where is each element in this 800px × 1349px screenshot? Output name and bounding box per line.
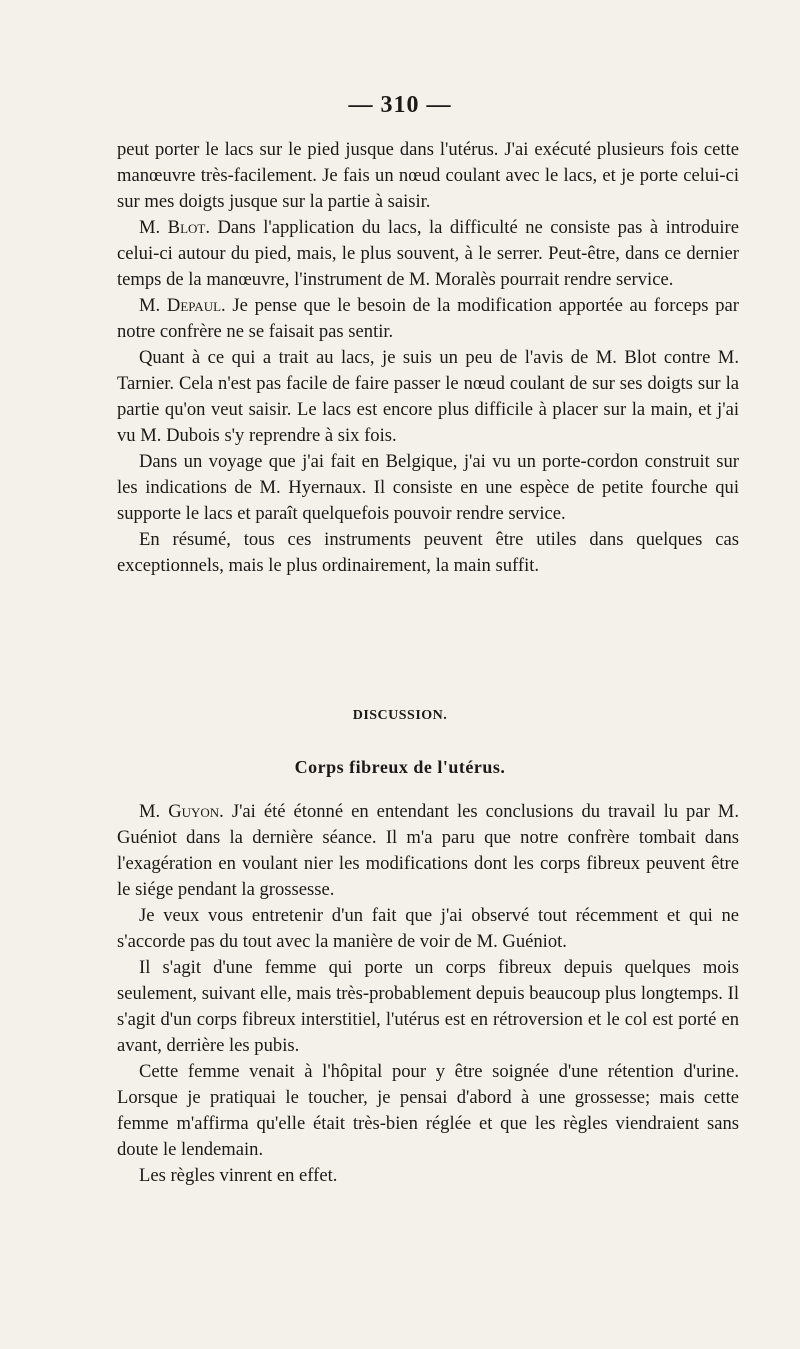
paragraph: En résumé, tous ces instruments peuvent être utiles dans quelques cas exceptionnels, mais le plus ordinairement, la main suffit.	[117, 529, 739, 576]
paragraph: Il s'agit d'une femme qui porte un corps fibreux depuis quelques mois seulement, suivant elle, mais très-probablement depuis beaucoup plus longtemps. Il s'agit d'un corps fibreux interstitiel, l'utérus est en rétroversion et le col est porté en avant, derrière les pubis.	[117, 957, 739, 1056]
paragraph: peut porter le lacs sur le pied jusque dans l'utérus. J'ai exécuté plusieurs fois cette manœuvre très-facilement. Je fais un nœud coulant avec le lacs, et je porte celui-ci sur mes doigts jusque sur la partie à saisir.	[117, 139, 739, 212]
speaker-name: M. Depaul.	[139, 295, 226, 316]
paragraph: Quant à ce qui a trait au lacs, je suis un peu de l'avis de M. Blot contre M. Tarnier. Cela n'est pas facile de faire passer le nœud coulant de sur ses doigts sur la partie qu'on veut saisir. Le lacs est encore plus difficile à placer sur la main, et j'ai vu M. Dubois s'y reprendre à six fois.	[117, 347, 739, 446]
paragraph	[117, 293, 739, 345]
speaker-name: M. Guyon.	[139, 801, 224, 822]
text-block-bottom	[117, 799, 739, 1189]
paragraph	[117, 215, 739, 293]
page-number: — 310 —	[348, 92, 452, 118]
paragraph	[117, 799, 739, 903]
text-block-top	[117, 137, 739, 579]
paragraph: Dans un voyage que j'ai fait en Belgique, j'ai vu un porte-cordon construit sur les indications de M. Hyernaux. Il consiste en une espèce de petite fourche qui supporte le lacs et paraît quelquefois pouvoir rendre service.	[117, 451, 739, 524]
paragraph-text: Dans l'application du lacs, la difficulté ne consiste pas à introduire celui-ci autour du pied, mais, le plus souvent, à le serrer. Peut-être, dans ce dernier temps de la manœuvre, l'instrument de M. Moralès pourrait rendre service.	[117, 217, 739, 290]
paragraph: Cette femme venait à l'hôpital pour y être soignée d'une rétention d'urine. Lorsque je pratiquai le toucher, je pensai d'abord à une grossesse; mais cette femme m'affirma qu'elle était très-bien réglée et que les règles viendraient sans doute le lendemain.	[117, 1061, 739, 1160]
subject-title: Corps fibreux de l'utérus.	[294, 757, 506, 777]
speaker-name: M. Blot.	[139, 217, 210, 238]
paragraph: Je veux vous entretenir d'un fait que j'ai observé tout récemment et qui ne s'accorde pas du tout avec la manière de voir de M. Guéniot.	[117, 905, 739, 952]
section-title: DISCUSSION.	[352, 708, 448, 723]
paragraph: Les règles vinrent en effet.	[139, 1165, 338, 1186]
paragraph-text: Je pense que le besoin de la modification apportée au forceps par notre confrère ne se faisait pas sentir.	[117, 295, 739, 342]
paragraph-text: J'ai été étonné en entendant les conclusions du travail lu par M. Guéniot dans la dernière séance. Il m'a paru que notre confrère tombait dans l'exagération en voulant nier les modifications dont les corps fibreux peuvent être le siége pendant la grossesse.	[117, 801, 739, 900]
